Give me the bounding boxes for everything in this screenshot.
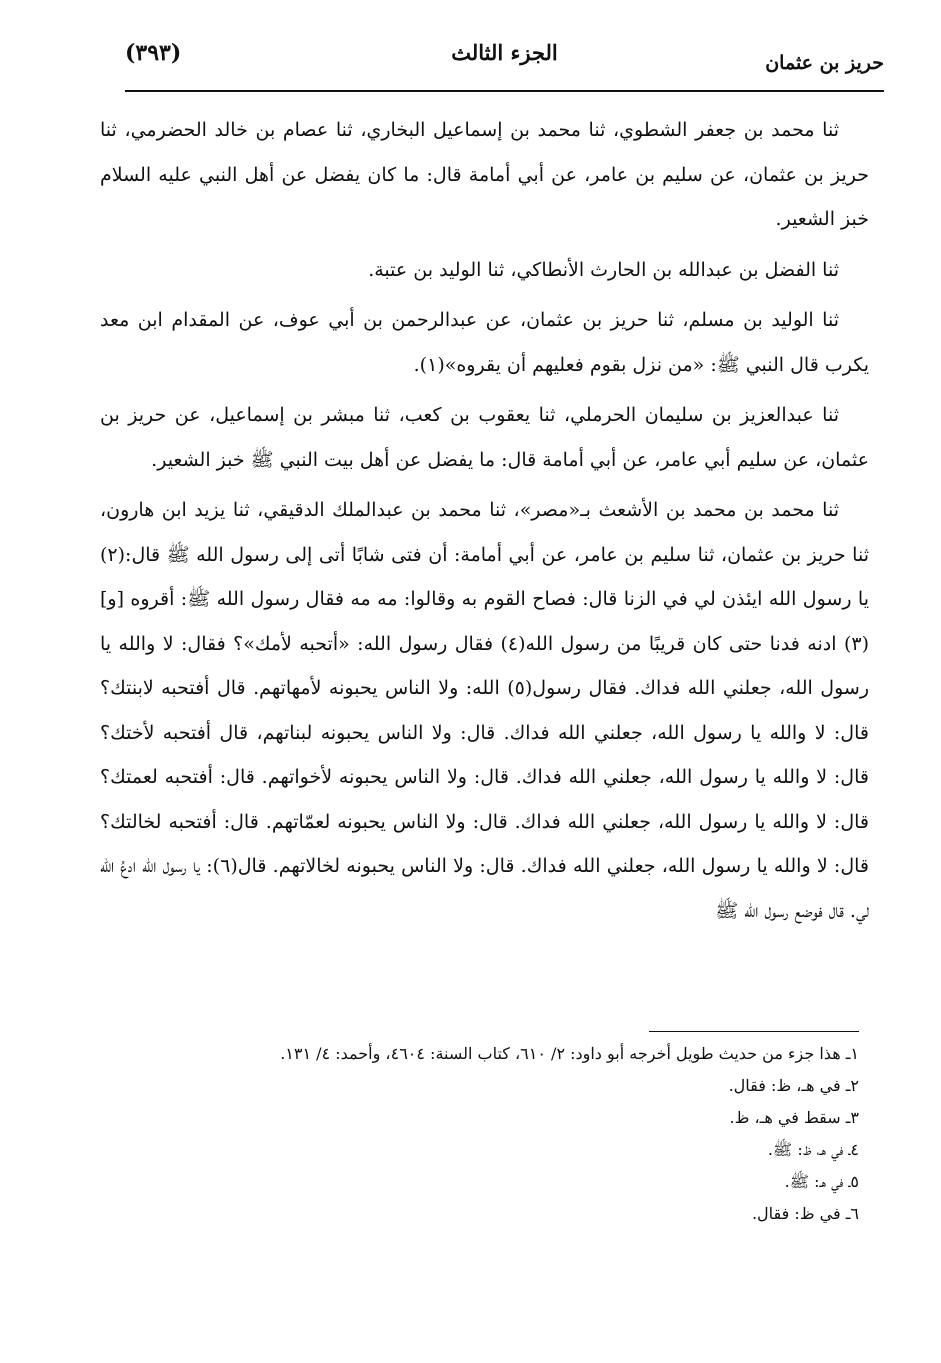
chapter-title: حريز بن عثمان bbox=[765, 52, 884, 74]
paragraph: ثنا الوليد بن مسلم، ثنا حريز بن عثمان، عن عبدالرحمن بن أبي عوف، عن المقدام ابن معد يكرب قال النبي ﷺ: «من نزل بقوم فعليهم أن يقروه»(١). bbox=[100, 309, 869, 376]
footnote: ٦ـ في ظ: فقال. bbox=[751, 1204, 859, 1223]
footnote: ٣ـ سقط في هـ، ظ. bbox=[729, 1108, 859, 1127]
footnote: ٤ـ في هـ، ظ: ﷺ. bbox=[767, 1140, 859, 1159]
footnote: ١ـ هذا جزء من حديث طويل أخرجه أبو داود: ٢/ ٦١٠، كتاب السنة: ٤٦٠٤، وأحمد: ٤/ ١٣١. bbox=[280, 1044, 859, 1063]
paragraph: ثنا محمد بن جعفر الشطوي، ثنا محمد بن إسماعيل البخاري، ثنا عصام بن خالد الحضرمي، ثنا حريز بن عثمان، عن سليم بن عامر، عن أبي أمامة قال: ما كان يفضل عن أهل النبي عليه السلام خبز الشعير. bbox=[100, 119, 869, 230]
paragraph: ثنا محمد بن محمد بن الأشعث بـ«مصر»، ثنا محمد بن عبدالملك الدقيقي، ثنا يزيد ابن هارون، ثنا حريز بن عثمان، ثنا سليم بن عامر، عن أبي أمامة: أن فتى شابًا أتى إلى رسول الله ﷺ قال:(٢) يا رسول الله ايئذن لي في الزنا قال: فصاح القوم به وقالوا: مه مه فقال رسول الله ﷺ: أقروه [و](٣) ادنه فدنا حتى كان قريبًا من رسول الله(٤) فقال رسول الله: «أتحبه لأمك»؟ فقال: لا والله يا رسول الله، جعلني الله فداك. فقال رسول(٥) الله: ولا الناس يحبونه لأمهاتهم. قال أفتحبه لابنتك؟ قال: لا والله يا رسول الله، جعلني الله فداك. قال: ولا الناس يحبونه لبناتهم، قال أفتحبه لأختك؟ قال: لا والله يا رسول الله، جعلني الله فداك. قال: ولا الناس يحبونه لأخواتهم. قال: أفتحبه لعمتك؟ قال: لا والله يا رسول الله، جعلني الله فداك. قال: ولا الناس يحبونه لعمّاتهم. قال: أفتحبه لخالتك؟ قال: لا والله يا رسول الله، جعلني الله فداك. قال: ولا الناس يحبونه لخالاتهم. قال(٦): يا رسول الله ادعُ الله لي. قال فوضع رسول الله ﷺ bbox=[100, 499, 870, 922]
footnotes bbox=[110, 1038, 859, 1230]
paragraph: ثنا الفضل بن عبدالله بن الحارث الأنطاكي، ثنا الوليد بن عتبة. bbox=[368, 258, 839, 281]
header-rule bbox=[125, 90, 884, 92]
volume-label: الجزء الثالث bbox=[451, 40, 558, 65]
main-text bbox=[100, 108, 869, 939]
running-header bbox=[125, 34, 884, 92]
footnote: ٥ـ في هـ: ﷺ. bbox=[784, 1172, 859, 1191]
footnote: ٢ـ في هـ، ظ: فقال. bbox=[728, 1076, 859, 1095]
paragraph: ثنا عبدالعزيز بن سليمان الحرملي، ثنا يعقوب بن كعب، ثنا مبشر بن إسماعيل، عن حريز بن عثمان، عن سليم أبي عامر، عن أبي أمامة قال: ما يفضل عن أهل بيت النبي ﷺ خبز الشعير. bbox=[100, 404, 869, 471]
page-number: (٣٩٣) bbox=[125, 40, 182, 66]
footnote-rule bbox=[649, 1031, 859, 1032]
